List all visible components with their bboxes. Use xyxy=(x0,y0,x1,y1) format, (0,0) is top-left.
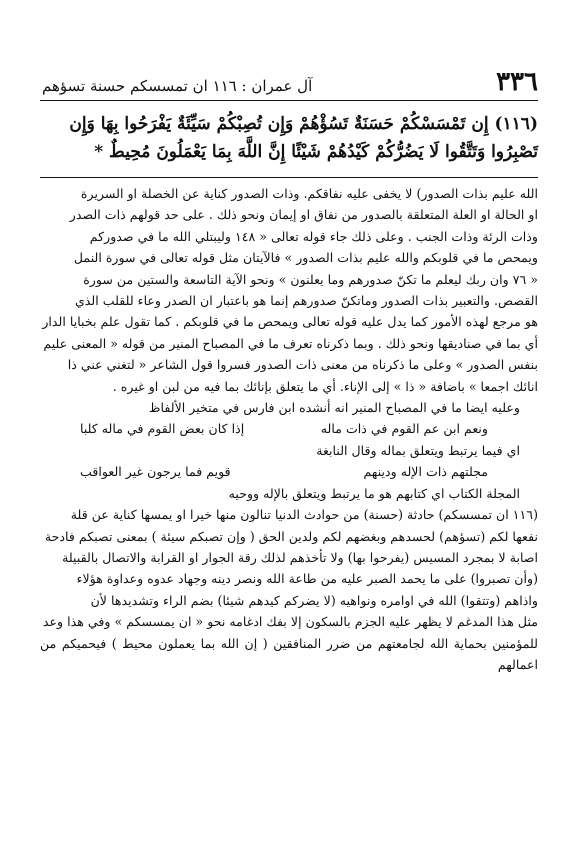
poem-hemistich-first: مجلتهم ذات الإله ودينهم xyxy=(363,464,488,480)
commentary-line: (وأن تصبروا) على ما يحمد الصبر عليه من طاعة الله ونصر دينه وجهاد عدوه وعداوة هؤلاء xyxy=(76,571,538,587)
commentary-line: او الحالة او العلة المتعلقة بالصدور من نفاق او إيمان ونحو ذلك . على حد قولهم ذات الصدر xyxy=(69,207,538,223)
commentary-line: وذات الرئة وذات الجنب . وعلى ذلك جاء قوله تعالى « ١٤٨ وليبتلي الله ما في صدوركم xyxy=(89,228,538,244)
poem-hemistich-second: قويم فما يرجون غير العواقب xyxy=(80,464,231,480)
commentary-line: (١١٦ ان تمسسكم) حادثة (حسنة) من حوادث الدنيا تنالون منها خيرا او يمسها كناية عن قلة xyxy=(70,507,538,523)
running-title: آل عمران : ١١٦ ان تمسسكم حسنة تسؤهم xyxy=(42,77,313,95)
commentary-line: هو مرجع لهذه الأمور كما يدل عليه قوله تعالى ويمحص ما في قلوبكم . كما تقول علم بخبايا الدار xyxy=(42,314,538,330)
commentary-paragraph xyxy=(40,183,538,418)
verse-line: (١١٦) إِن تَمْسَسْكُمْ حَسَنَةٌ تَسُؤْهُمْ وَإِن تُصِبْكُمْ سَيِّئَةٌ يَفْرَحُوا بِهَا وَإِن xyxy=(69,114,538,134)
poem-note: المجلة الكتاب اي كتابهم هو ما يرتبط ويتعلق بالإله ووحيه xyxy=(228,485,520,501)
poem-verse xyxy=(40,418,538,439)
poem-line xyxy=(40,418,538,439)
commentary-line: « ٧٦ وان ربك ليعلم ما تكنّ صدورهم وما يعلنون » ونحو الآية التاسعة والستين من سورة xyxy=(83,271,538,287)
page-number: ٣٣٦ xyxy=(496,67,538,97)
commentary-text xyxy=(40,183,538,675)
verse-separator xyxy=(40,177,538,178)
commentary-line: القصص. والتعبير بذات الصدور وماتكنّ صدورهم إنما هو باعتبار ان الصدر وعاء للقلب الذي xyxy=(74,293,538,309)
page-header xyxy=(42,64,538,96)
commentary-line: واذاهم (وتتقوا) الله في اوامره ونواهيه (لا يضركم كيدهم شيئا) بضم الراء وتشديدها لأن xyxy=(90,592,538,608)
poem-note: اي فيما يرتبط ويتعلق بماله وقال النابغة xyxy=(316,442,520,458)
commentary-line: اصابة لا بمجرد المسيس (يفرحوا بها) ولا تأخذهم لذلك رقة الجوار او القرابة والاتصال بالقبيلة xyxy=(62,549,538,565)
commentary-line: بنفس الصدور » وعلى ما ذكرناه من معنى ذات الصدور فسروا قول الشاعر « لتغني عني ذا xyxy=(67,357,538,373)
commentary-line: مثل هذا المدغم لا يظهر عليه الجزم بالسكون إلا بفك ادغامه نحو « ان يمسسكم » وفي هذا وعد xyxy=(42,614,538,630)
commentary-line: للمؤمنين بحماية الله لجامعتهم من ضرر المنافقين ( إن الله بما يعملون محيط ) فيحميكم من اعمالهم xyxy=(40,635,538,672)
commentary-line: انائك اجمعا » باضافة « ذا » إلى الإناء. أي ما يتعلق بإنائك بما فيه من لبن او غيره . xyxy=(112,378,538,394)
commentary-paragraph xyxy=(40,504,538,675)
poem-hemistich-first: ونعم ابن عم القوم في ذات ماله xyxy=(320,421,488,437)
quran-verse xyxy=(40,110,538,166)
poem-hemistich-second: إذا كان بعض القوم في ماله كلبا xyxy=(80,421,245,437)
commentary-line: ويمحص ما في قلوبكم والله عليم بذات الصدور » فالآيتان مثل قوله تعالى في سورة النمل xyxy=(73,250,538,266)
commentary-line: أي بما في صناديقها ونحو ذلك . وبما ذكرناه تعرف ما في المصباح المنير من قوله « المعنى عليم xyxy=(43,335,538,351)
poem-line xyxy=(40,461,538,482)
verse-line: تَصْبِرُوا وَتَتَّقُوا لَا يَضُرُّكُمْ كَيْدُهُمْ شَيْئًا إِنَّ اللَّهَ بِمَا يَعْمَلُونَ مُحِيطٌ * xyxy=(94,142,538,162)
commentary-line: الله عليم بذات الصدور) لا يخفى عليه نفاقكم. وذات الصدور كناية عن الخصلة او السريرة xyxy=(80,186,538,201)
commentary-line: وعليه ايضا ما في المصباح المنير انه أنشده ابن فارس في متخير الألفاظ xyxy=(148,400,520,416)
commentary-line: نفعها لكم (تسؤهم) لحسدهم وبغضهم لكم ولدين الحق ( وإن تصبكم سيئة ) بمعنى تصبكم فادحة xyxy=(44,528,538,544)
header-rule xyxy=(40,100,538,101)
poem-verse xyxy=(40,461,538,482)
